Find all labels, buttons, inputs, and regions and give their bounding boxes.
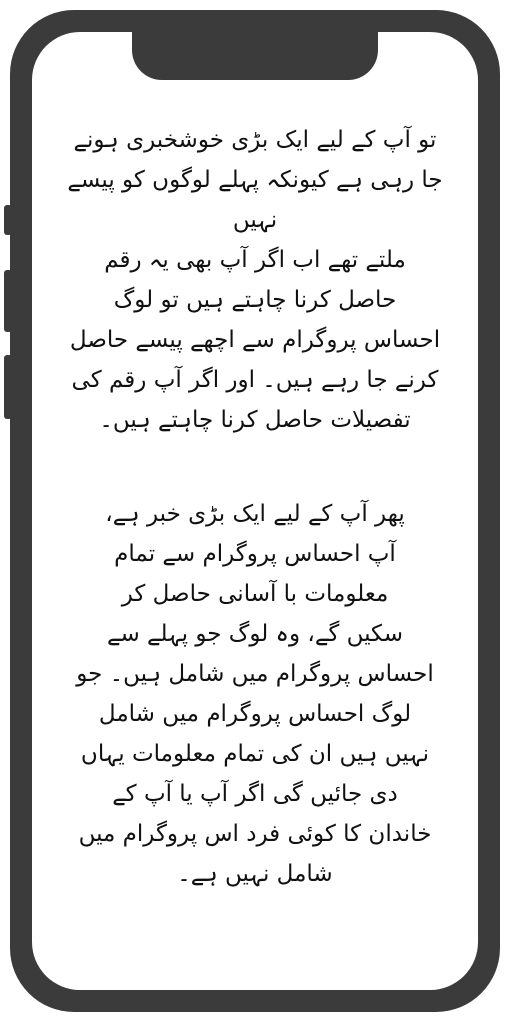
side-button-volume-down bbox=[4, 355, 12, 419]
phone-frame bbox=[10, 10, 500, 1012]
phone-screen bbox=[32, 32, 478, 990]
article-body bbox=[56, 120, 454, 894]
article-paragraph-2: پھر آپ کے لیے ایک بڑی خبر ہے، آپ احساس پروگرام سے تمام معلومات با آسانی حاصل کر سکیں گے، وہ لوگ جو پہلے سے احساس پروگرام میں شامل ہیں۔ جو لوگ احساس پروگرام میں شامل نہیں ہیں ان کی تمام معلومات یہاں دی جائیں گی اگر آپ یا آپ کے خاندان کا کوئی فرد اس پروگرام میں شامل نہیں ہے۔ bbox=[76, 501, 434, 887]
phone-notch bbox=[132, 32, 378, 80]
article-paragraph-1: تو آپ کے لیے ایک بڑی خوشخبری ہونے جا رہی ہے کیونکہ پہلے لوگوں کو پیسے نہیں ملتے تھے اب اگر آپ بھی یہ رقم حاصل کرنا چاہتے ہیں تو لوگ احساس پروگرام سے اچھے پیسے حاصل کرنے جا رہے ہیں۔ اور اگر آپ رقم کی تفصیلات حاصل کرنا چاہتے ہیں۔ bbox=[67, 127, 443, 433]
side-button-volume-up bbox=[4, 270, 12, 332]
side-button-mute bbox=[4, 205, 12, 235]
